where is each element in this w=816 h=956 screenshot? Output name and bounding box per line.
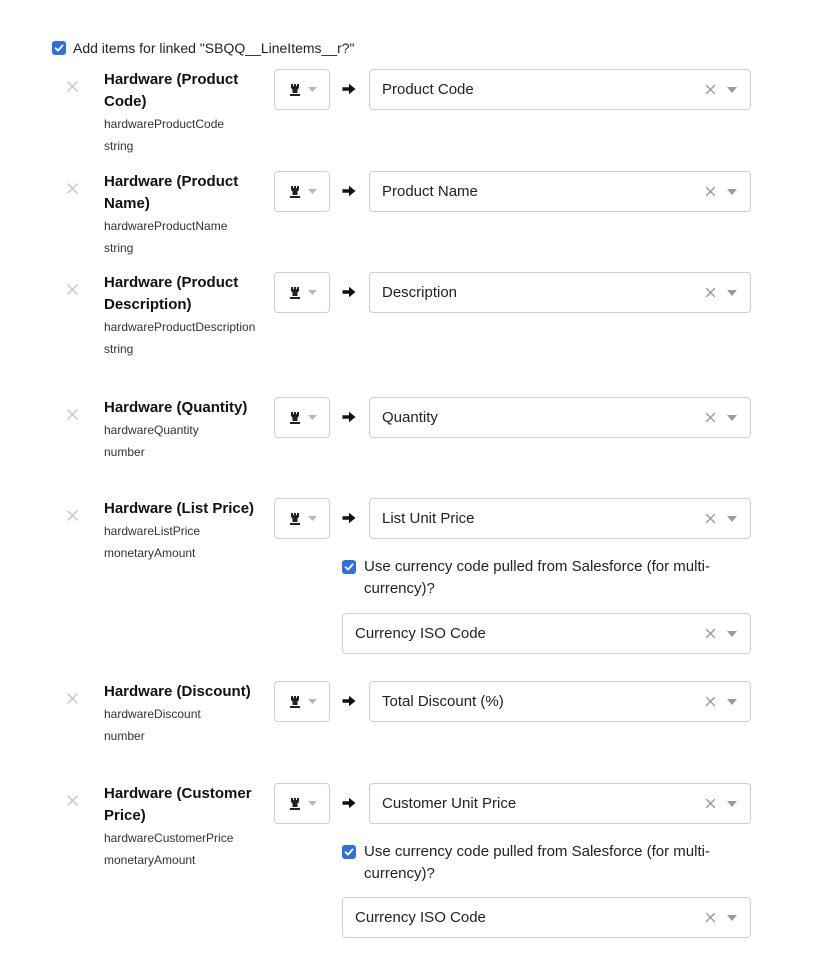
source-type-selector[interactable]: [274, 397, 330, 438]
check-icon: [344, 847, 354, 857]
target-field-select[interactable]: [369, 69, 751, 110]
source-type-selector[interactable]: [274, 69, 330, 110]
source-field-info: [104, 69, 269, 157]
source-field-name: Hardware (List Price): [104, 500, 255, 517]
currency-field-value: Currency ISO Code: [355, 909, 486, 926]
clear-icon[interactable]: [705, 412, 716, 423]
target-field-value: Customer Unit Price: [382, 795, 517, 812]
add-linked-items-checkbox[interactable]: [52, 41, 66, 55]
chevron-down-icon[interactable]: [727, 516, 737, 522]
chevron-down-icon: [308, 87, 317, 92]
target-field-select[interactable]: [369, 783, 751, 824]
target-field-value: Product Code: [382, 81, 474, 98]
source-field-info: [104, 272, 269, 360]
clear-icon[interactable]: [705, 798, 716, 809]
chevron-down-icon[interactable]: [727, 87, 737, 93]
source-field-key: hardwareProductDescription: [104, 320, 256, 334]
chevron-down-icon[interactable]: [727, 631, 737, 637]
source-field-name: Hardware (Customer Price): [104, 785, 252, 824]
close-icon[interactable]: [66, 692, 79, 705]
close-icon[interactable]: [66, 794, 79, 807]
target-field-select[interactable]: [369, 171, 751, 212]
chevron-down-icon: [308, 516, 317, 521]
chevron-down-icon[interactable]: [727, 699, 737, 705]
currency-field-select[interactable]: [342, 613, 751, 654]
currency-code-checkbox[interactable]: [342, 560, 356, 574]
clear-icon[interactable]: [705, 287, 716, 298]
chess-rook-icon: [288, 286, 302, 300]
source-type-selector[interactable]: [274, 783, 330, 824]
chevron-down-icon: [308, 801, 317, 806]
source-field-type: string: [104, 241, 134, 255]
arrow-right-icon: [342, 411, 356, 423]
source-field-type: string: [104, 342, 134, 356]
source-field-name: Hardware (Quantity): [104, 399, 248, 416]
chess-rook-icon: [288, 797, 302, 811]
source-field-type: number: [104, 445, 145, 459]
close-icon[interactable]: [66, 182, 79, 195]
close-icon[interactable]: [66, 408, 79, 421]
source-field-name: Hardware (Product Description): [104, 274, 239, 313]
source-field-key: hardwareListPrice: [104, 524, 201, 538]
source-field-type: monetaryAmount: [104, 546, 196, 560]
chevron-down-icon[interactable]: [727, 801, 737, 807]
clear-icon[interactable]: [705, 912, 716, 923]
source-field-type: number: [104, 729, 145, 743]
chess-rook-icon: [288, 411, 302, 425]
source-field-info: [104, 171, 269, 259]
chevron-down-icon[interactable]: [727, 189, 737, 195]
source-field-key: hardwareCustomerPrice: [104, 831, 234, 845]
source-type-selector[interactable]: [274, 681, 330, 722]
chess-rook-icon: [288, 695, 302, 709]
source-type-selector[interactable]: [274, 272, 330, 313]
arrow-right-icon: [342, 797, 356, 809]
source-field-info: [104, 783, 269, 871]
source-field-info: [104, 397, 269, 463]
close-icon[interactable]: [66, 80, 79, 93]
chevron-down-icon: [308, 290, 317, 295]
arrow-right-icon: [342, 185, 356, 197]
chevron-down-icon[interactable]: [727, 915, 737, 921]
source-field-key: hardwareProductName: [104, 219, 228, 233]
clear-icon[interactable]: [705, 696, 716, 707]
source-field-name: Hardware (Product Code): [104, 71, 239, 110]
source-field-key: hardwareDiscount: [104, 707, 201, 721]
chevron-down-icon[interactable]: [727, 290, 737, 296]
chess-rook-icon: [288, 185, 302, 199]
source-field-info: [104, 681, 269, 747]
clear-icon[interactable]: [705, 186, 716, 197]
add-linked-items-option[interactable]: [52, 39, 355, 57]
currency-code-label: Use currency code pulled from Salesforce (for multi-currency)?: [364, 843, 710, 882]
target-field-value: Total Discount (%): [382, 693, 504, 710]
currency-code-checkbox[interactable]: [342, 845, 356, 859]
chess-rook-icon: [288, 83, 302, 97]
target-field-select[interactable]: [369, 681, 751, 722]
clear-icon[interactable]: [705, 513, 716, 524]
source-type-selector[interactable]: [274, 498, 330, 539]
target-field-value: List Unit Price: [382, 510, 475, 527]
source-field-key: hardwareProductCode: [104, 117, 225, 131]
close-icon[interactable]: [66, 509, 79, 522]
source-field-type: string: [104, 139, 134, 153]
target-field-value: Description: [382, 284, 458, 301]
chevron-down-icon: [308, 415, 317, 420]
target-field-select[interactable]: [369, 272, 751, 313]
chevron-down-icon: [308, 699, 317, 704]
currency-field-value: Currency ISO Code: [355, 625, 486, 642]
chevron-down-icon: [308, 189, 317, 194]
arrow-right-icon: [342, 695, 356, 707]
add-linked-items-label: Add items for linked "SBQQ__LineItems__r?": [73, 40, 355, 56]
check-icon: [344, 562, 354, 572]
clear-icon[interactable]: [705, 628, 716, 639]
arrow-right-icon: [342, 286, 356, 298]
close-icon[interactable]: [66, 283, 79, 296]
target-field-value: Product Name: [382, 183, 478, 200]
source-field-name: Hardware (Discount): [104, 683, 251, 700]
source-field-name: Hardware (Product Name): [104, 173, 239, 212]
source-field-info: [104, 498, 269, 564]
arrow-right-icon: [342, 512, 356, 524]
source-field-type: monetaryAmount: [104, 853, 196, 867]
currency-field-select[interactable]: [342, 897, 751, 938]
chess-rook-icon: [288, 512, 302, 526]
target-field-value: Quantity: [382, 409, 438, 426]
source-field-key: hardwareQuantity: [104, 423, 199, 437]
target-field-select[interactable]: [369, 498, 751, 539]
currency-code-label: Use currency code pulled from Salesforce (for multi-currency)?: [364, 558, 710, 597]
source-type-selector[interactable]: [274, 171, 330, 212]
target-field-select[interactable]: [369, 397, 751, 438]
clear-icon[interactable]: [705, 84, 716, 95]
arrow-right-icon: [342, 83, 356, 95]
check-icon: [54, 43, 64, 53]
chevron-down-icon[interactable]: [727, 415, 737, 421]
